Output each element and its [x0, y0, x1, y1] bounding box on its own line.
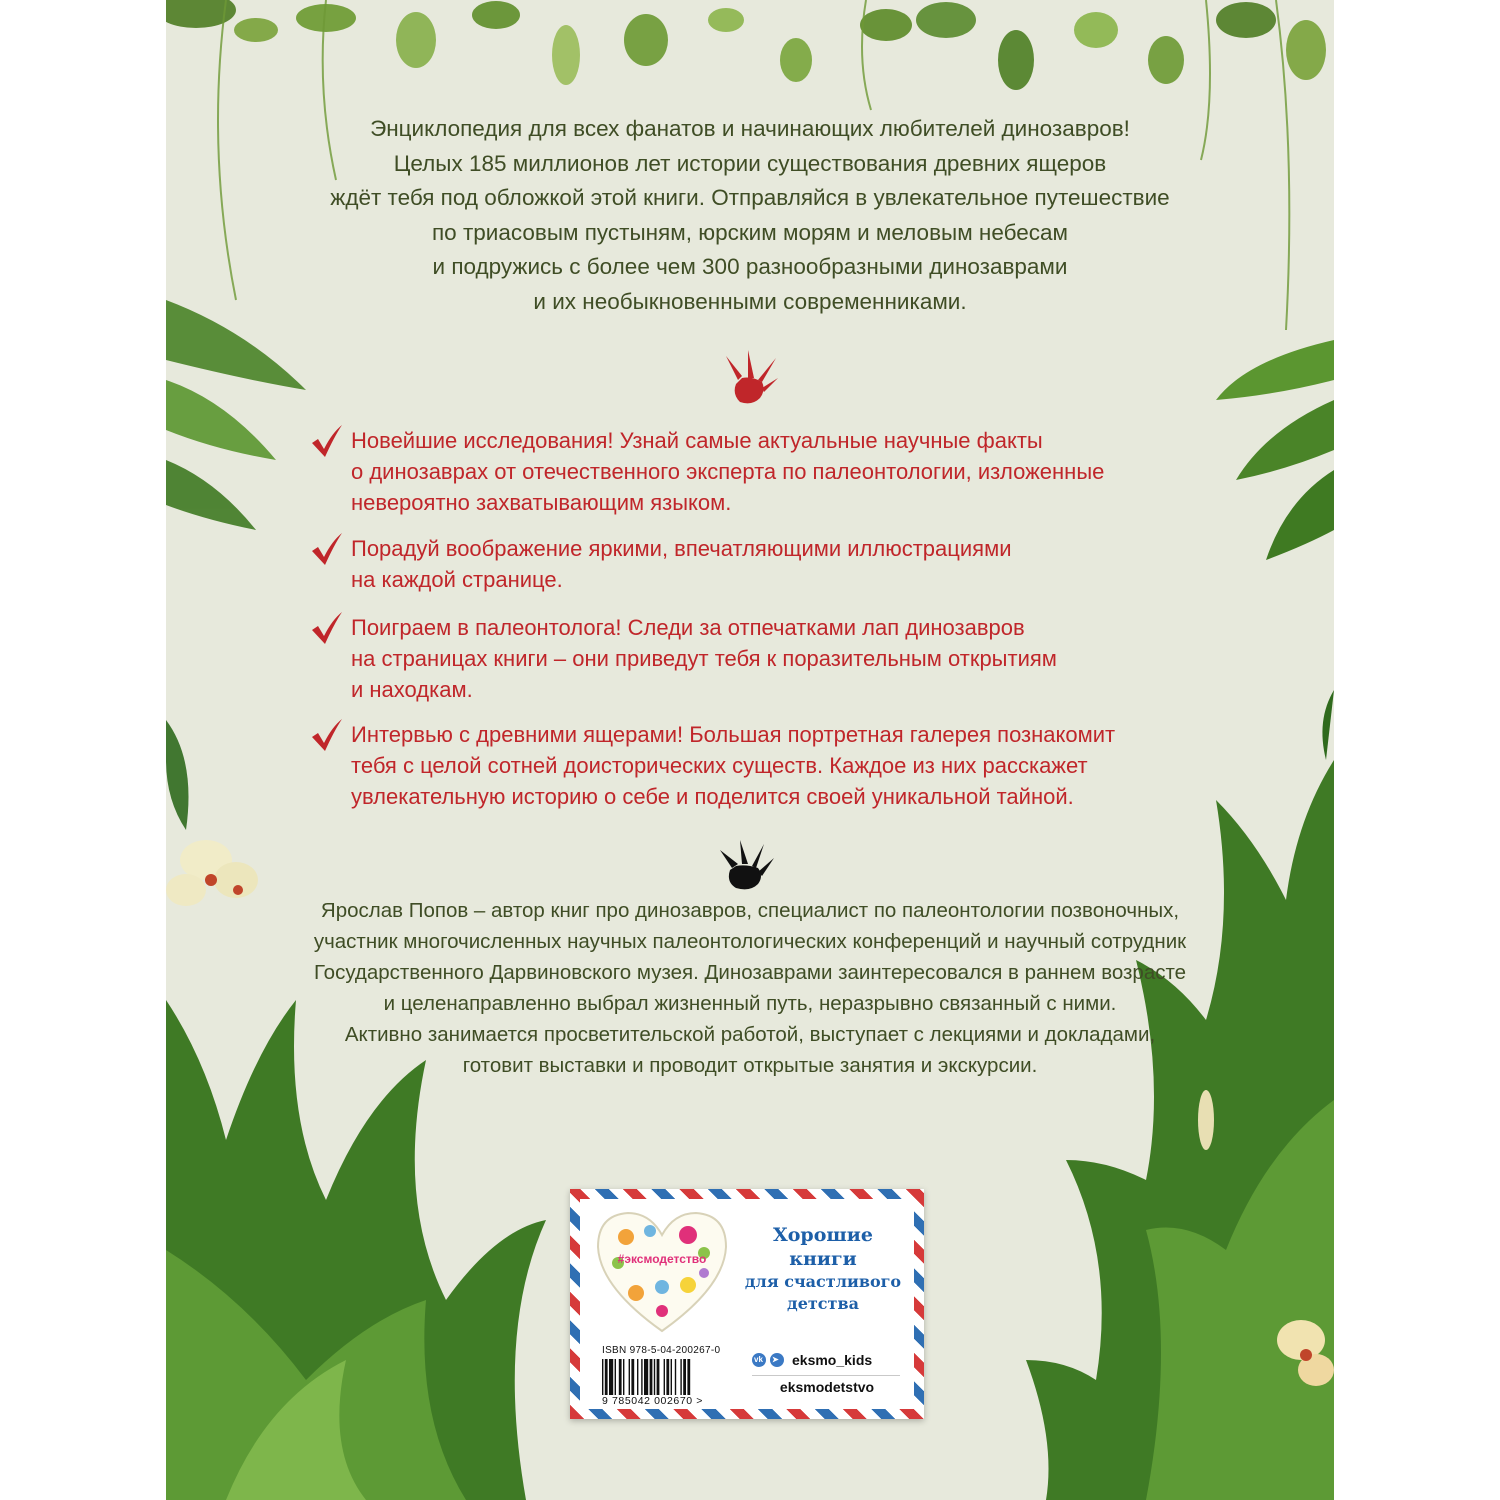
social-links [752, 1349, 902, 1395]
bullet-line: увлекательную историю о себе и поделится своей уникальной тайной. [351, 784, 1074, 809]
author-line: Ярослав Попов – автор книг про динозавров, специалист по палеонтологии позвоночных, [320, 899, 1180, 922]
checkmark-icon [310, 610, 344, 646]
checkmark-icon [310, 531, 344, 567]
bullet-line: невероятно захватывающим языком. [351, 490, 732, 515]
barcode-number: 9 785042 002670 > [602, 1395, 703, 1407]
publisher-sticker [570, 1189, 924, 1419]
intro-paragraph [166, 112, 1334, 319]
divider [752, 1375, 900, 1376]
bullet-line: на каждой странице. [351, 567, 563, 592]
intro-line: Целых 185 миллионов лет истории существования древних ящеров [393, 150, 1107, 176]
book-back-cover [166, 0, 1334, 1500]
bullet-line: на страницах книги – они приведут тебя к поразительным открытиям [351, 646, 1057, 671]
author-line: готовит выставки и проводит открытые занятия и экскурсии. [462, 1054, 1038, 1077]
author-line: Государственного Дарвиновского музея. Динозаврами заинтересовался в раннем возрасте [313, 961, 1187, 984]
vk-icon[interactable]: vk [752, 1353, 766, 1367]
intro-line: Энциклопедия для всех фанатов и начинающих любителей динозавров! [370, 116, 1130, 141]
bullet-line: тебя с целой сотней доисторических существ. Каждое из них расскажет [351, 753, 1088, 778]
slogan [738, 1223, 908, 1315]
slogan-line: детства [787, 1294, 859, 1313]
checkmark-icon [310, 717, 344, 753]
author-bio [166, 895, 1334, 1081]
intro-line: и подружись с более чем 300 разнообразными динозаврами [432, 254, 1068, 279]
slogan-line: для счастливого [744, 1272, 902, 1291]
social-handle[interactable]: eksmo_kids [792, 1352, 873, 1368]
barcode [602, 1359, 738, 1395]
checkmark-icon [310, 423, 344, 459]
red-dinosaur-paw-icon [722, 348, 780, 406]
bullet-line: Интервью с древними ящерами! Большая портретная галерея познакомит [351, 722, 1116, 747]
hashtag-label: #эксмодетство [617, 1252, 707, 1266]
black-dinosaur-paw-icon [718, 838, 776, 892]
bullet-line: и находкам. [351, 677, 473, 702]
intro-line: по триасовым пустыням, юрским морям и меловым небесам [432, 219, 1068, 245]
bullet-line: Поиграем в палеонтолога! Следи за отпечатками лап динозавров [351, 615, 1025, 640]
slogan-line: Хорошие [773, 1224, 873, 1246]
bullet-line: Новейшие исследования! Узнай самые актуальные научные факты [351, 428, 1043, 453]
author-line: Активно занимается просветительской работой, выступает с лекциями и докладами, [344, 1023, 1156, 1046]
intro-line: и их необыкновенными современниками. [533, 288, 967, 314]
slogan-line: книги [789, 1248, 857, 1270]
bullet-line: о динозаврах от отечественного эксперта по палеонтологии, изложенные [351, 459, 1105, 484]
isbn-label: ISBN 978-5-04-200267-0 [602, 1345, 721, 1356]
author-line: участник многочисленных научных палеонтологических конференций и научный сотрудник [313, 930, 1187, 953]
author-line: и целенаправленно выбрал жизненный путь, неразрывно связанный с ними. [383, 992, 1117, 1015]
telegram-icon[interactable]: ➤ [770, 1353, 784, 1367]
bullet-line: Порадуй воображение яркими, впечатляющими иллюстрациями [351, 536, 1012, 561]
intro-line: ждёт тебя под обложкой этой книги. Отправляйся в увлекательное путешествие [330, 185, 1170, 210]
site-handle[interactable]: eksmodetstvo [779, 1379, 875, 1395]
heart-emblem-icon [592, 1207, 732, 1335]
